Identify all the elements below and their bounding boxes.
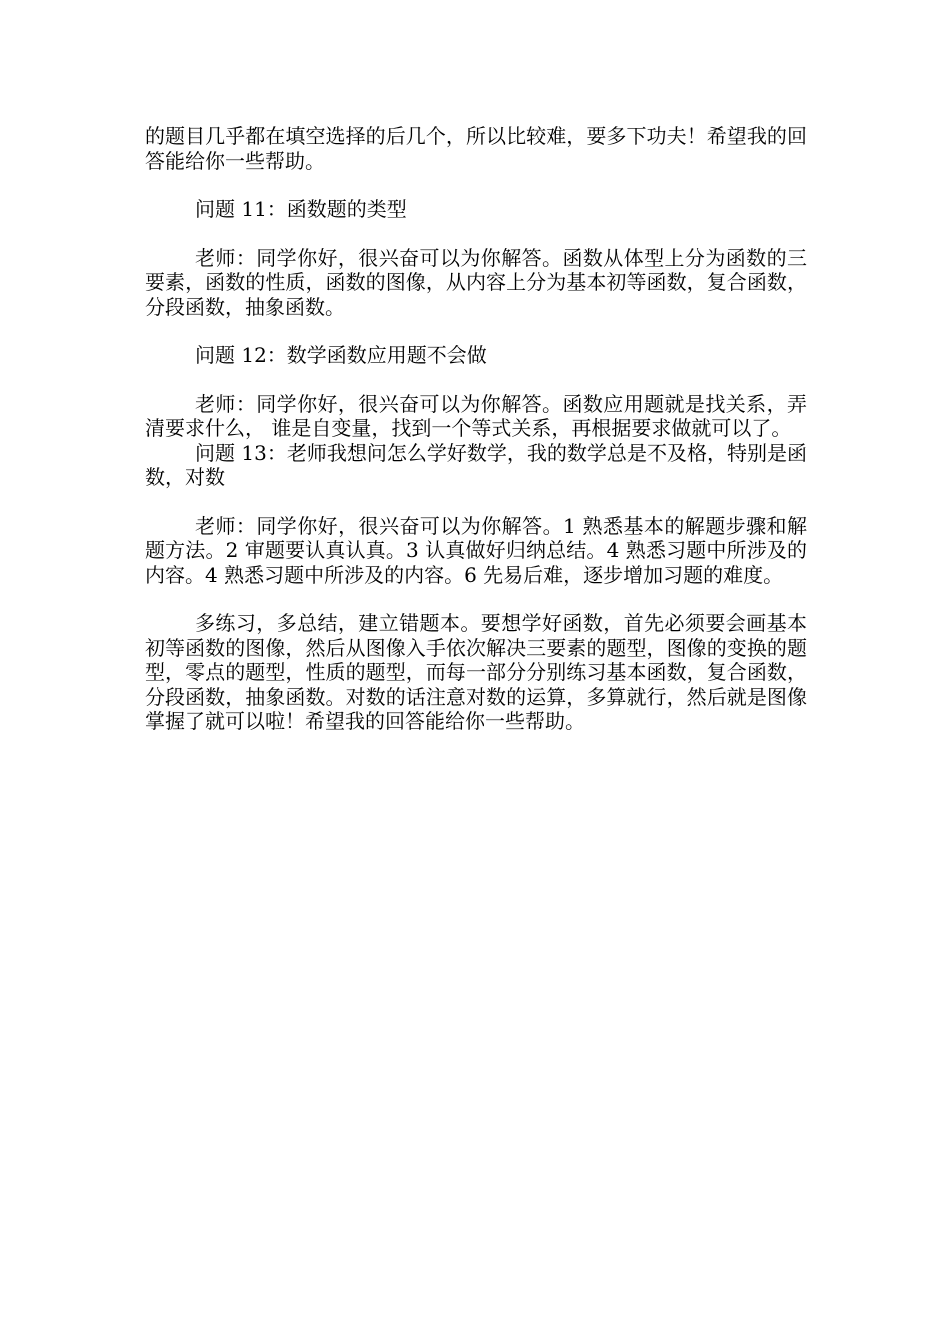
question-13-heading: 问题 13：老师我想问怎么学好数学，我的数学总是不及格，特别是函数，对数 [145, 440, 807, 489]
answer-11-paragraph: 老师：同学你好，很兴奋可以为你解答。函数从体型上分为函数的三要素，函数的性质，函数的图像，从内容上分为基本初等函数，复合函数，分段函数，抽象函数。 [145, 245, 807, 319]
answer-13-paragraph: 老师：同学你好，很兴奋可以为你解答。1 熟悉基本的解题步骤和解题方法。2 审题要认真认真。3 认真做好归纳总结。4 熟悉习题中所涉及的内容。4 熟悉习题中所涉及的内容。6 先易后难，逐步增加习题的难度。 [145, 513, 807, 587]
document-body [145, 124, 807, 734]
answer-13-continued-paragraph: 多练习，多总结，建立错题本。要想学好函数，首先必须要会画基本初等函数的图像，然后从图像入手依次解决三要素的题型，图像的变换的题型，零点的题型，性质的题型，而每一部分分别练习基本函数，复合函数，分段函数，抽象函数。对数的话注意对数的运算，多算就行，然后就是图像掌握了就可以啦！希望我的回答能给你一些帮助。 [145, 611, 807, 733]
question-12-heading: 问题 12：数学函数应用题不会做 [195, 343, 487, 367]
paragraph-continuation: 的题目几乎都在填空选择的后几个，所以比较难，要多下功夫！希望我的回答能给你一些帮助。 [145, 124, 807, 173]
question-11-heading: 问题 11：函数题的类型 [195, 197, 407, 221]
answer-12-paragraph: 老师：同学你好，很兴奋可以为你解答。函数应用题就是找关系，弄清要求什么， 谁是自变量，找到一个等式关系，再根据要求做就可以了。 [145, 391, 807, 440]
